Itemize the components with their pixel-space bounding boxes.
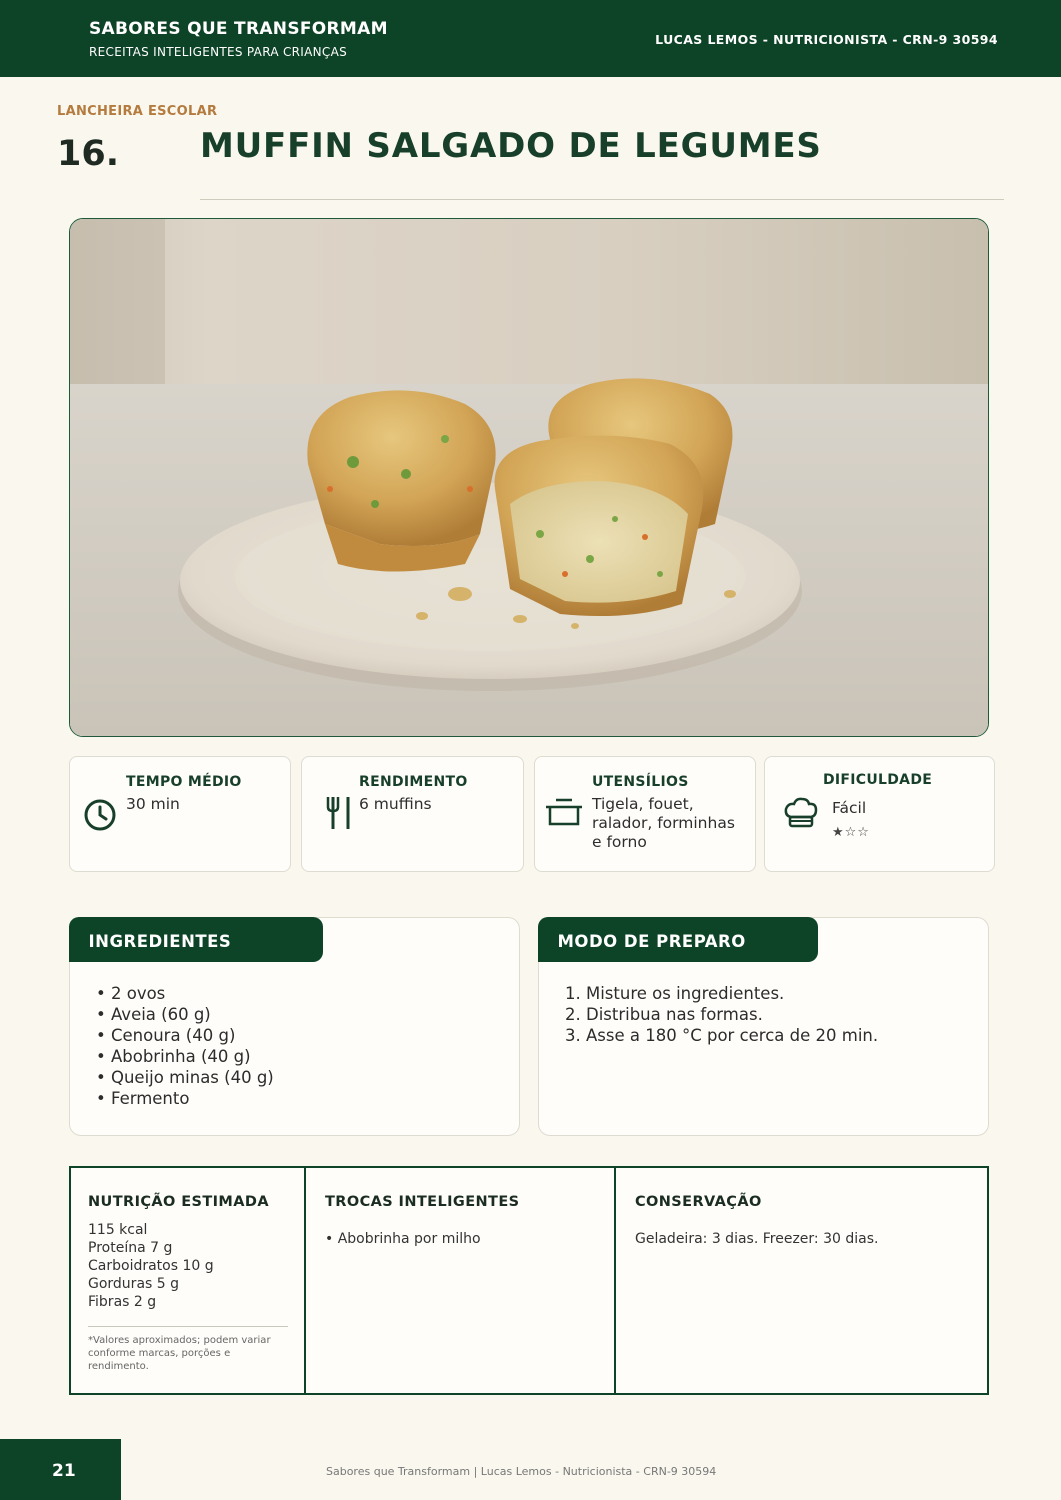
ingredients-title: INGREDIENTES [69,917,323,962]
tools-line: Tigela, fouet, [592,795,694,813]
tools-line: e forno [592,833,647,851]
info-value-difficulty: Fácil [832,799,867,817]
nutrition-table [69,1166,989,1395]
note-line: conforme marcas, porções e [88,1348,231,1359]
ingredient-item: • 2 ovos [96,984,166,1003]
info-label-yield: RENDIMENTO [359,774,468,790]
nutrition-title: NUTRIÇÃO ESTIMADA [88,1194,269,1210]
nutrition-item: Fibras 2 g [88,1294,157,1310]
author-credit: LUCAS LEMOS - NUTRICIONISTA - CRN-9 30594 [655,32,998,47]
muffin-plate-illustration [70,219,989,737]
title-divider [200,199,1004,200]
recipe-title: MUFFIN SALGADO DE LEGUMES [200,126,822,166]
nutrition-item: Gorduras 5 g [88,1276,180,1292]
difficulty-stars: ★☆☆ [832,825,870,840]
preparation-step: 1. Misture os ingredientes. [565,984,785,1003]
info-card-tools [534,756,756,872]
preparation-step: 2. Distribua nas formas. [565,1005,763,1024]
brand-title: SABORES QUE TRANSFORMAM [89,19,388,39]
info-label-tools: UTENSÍLIOS [592,774,689,790]
preparation-steps [565,983,878,1046]
footer-text: Sabores que Transformam | Lucas Lemos - Nutricionista - CRN-9 30594 [326,1465,717,1478]
page-header [0,0,1061,77]
pot-icon [545,797,583,827]
ingredient-item: • Aveia (60 g) [96,1005,211,1024]
info-label-time: TEMPO MÉDIO [126,774,242,790]
preparation-title: MODO DE PREPARO [538,917,818,962]
storage-column [616,1168,987,1393]
storage-text: Geladeira: 3 dias. Freezer: 30 dias. [635,1231,879,1247]
info-label-difficulty: DIFICULDADE [823,772,933,788]
nutrition-item: Carboidratos 10 g [88,1258,214,1274]
info-card-yield [301,756,524,872]
note-line: *Valores aproximados; podem variar [88,1335,271,1346]
nutrition-values [88,1221,214,1311]
note-line: rendimento. [88,1361,149,1372]
chef-hat-icon [784,797,818,829]
preparation-step: 3. Asse a 180 °C por cerca de 20 min. [565,1026,879,1045]
info-card-time [69,756,291,872]
note-divider [88,1326,288,1327]
clock-icon [83,798,117,832]
info-value-yield: 6 muffins [359,795,432,813]
nutrition-item: Proteína 7 g [88,1240,173,1256]
ingredient-item: • Abobrinha (40 g) [96,1047,251,1066]
info-card-difficulty [764,756,995,872]
ingredient-item: • Cenoura (40 g) [96,1026,236,1045]
ingredients-panel [69,917,520,1136]
nutrition-column [71,1168,305,1393]
info-value-time: 30 min [126,795,180,813]
nutrition-item: 115 kcal [88,1222,148,1238]
preparation-panel [538,917,989,1136]
swaps-column [306,1168,615,1393]
info-value-tools [592,795,735,852]
recipe-photo [69,218,989,737]
swaps-item: • Abobrinha por milho [325,1231,481,1247]
ingredient-item: • Queijo minas (40 g) [96,1068,274,1087]
fork-knife-icon [324,795,352,831]
page-number: 21 [0,1439,121,1500]
storage-title: CONSERVAÇÃO [635,1194,762,1210]
ingredient-item: • Fermento [96,1089,190,1108]
nutrition-note [88,1334,293,1373]
recipe-number: 16. [57,134,120,174]
recipe-category: LANCHEIRA ESCOLAR [57,104,218,119]
tools-line: ralador, forminhas [592,814,735,832]
swaps-title: TROCAS INTELIGENTES [325,1194,520,1210]
brand-subtitle: RECEITAS INTELIGENTES PARA CRIANÇAS [89,45,348,59]
ingredients-list [96,983,274,1109]
